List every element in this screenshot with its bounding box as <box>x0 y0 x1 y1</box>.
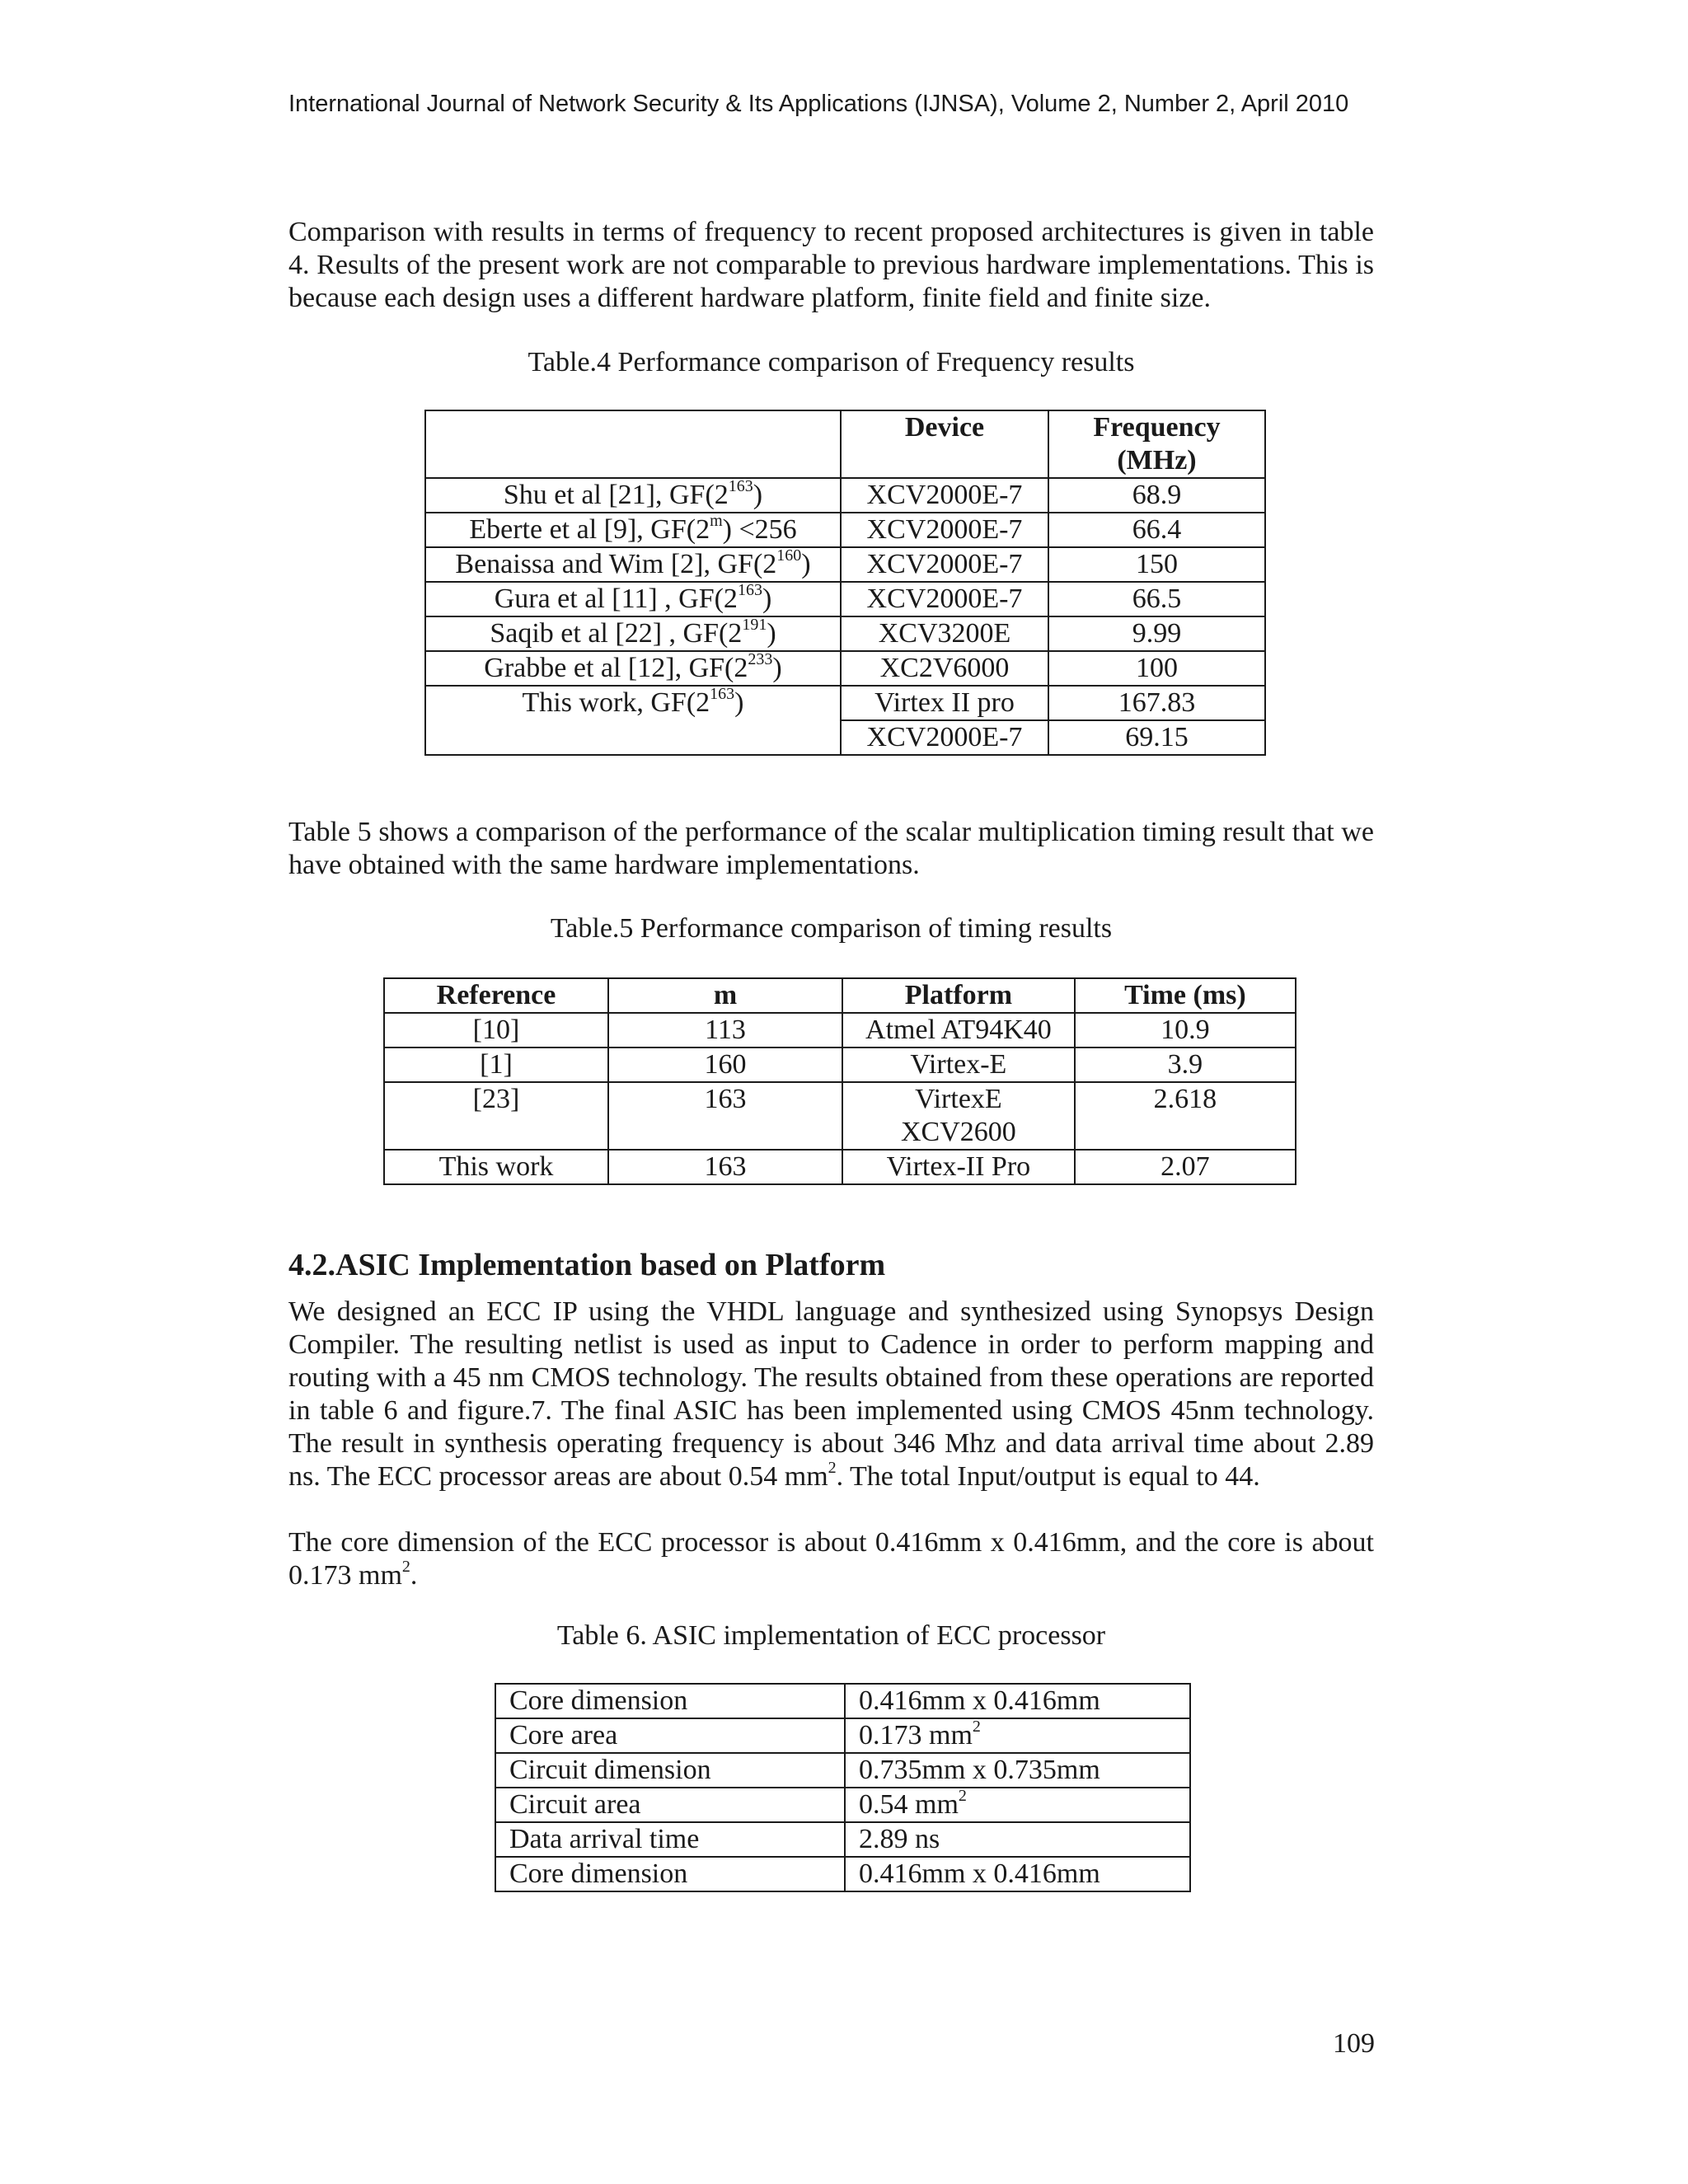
frequency-cell: 66.5 <box>1048 582 1265 616</box>
table5-timing-comparison <box>383 977 1296 1185</box>
reference-cell: This work, $GF(2^{163})$ <box>425 686 841 755</box>
table-header-cell: Platform <box>842 978 1075 1013</box>
frequency-cell: 69.15 <box>1048 720 1265 755</box>
frequency-cell: 68.9 <box>1048 478 1265 513</box>
table-header-cell: Reference <box>384 978 608 1013</box>
m-cell: 160 <box>608 1047 842 1082</box>
table-header-row <box>425 410 1265 478</box>
table5-caption: Table.5 Performance comparison of timing results <box>550 913 1113 944</box>
value-cell: 0.735mm x 0.735mm <box>845 1753 1190 1788</box>
table-row <box>495 1822 1190 1857</box>
device-cell: XCV2000E-7 <box>841 720 1048 755</box>
m-cell: 163 <box>608 1082 842 1150</box>
time-cell: 3.9 <box>1075 1047 1296 1082</box>
table-header-cell <box>425 410 841 478</box>
parameter-cell: Circuit area <box>495 1788 845 1822</box>
table-header-cell: Device <box>841 410 1048 478</box>
value-cell: 0.416mm x 0.416mm <box>845 1684 1190 1718</box>
platform-cell: Virtex-E <box>842 1047 1075 1082</box>
platform-cell: Atmel AT94K40 <box>842 1013 1075 1047</box>
parameter-cell: Core area <box>495 1718 845 1753</box>
reference-cell: [10] <box>384 1013 608 1047</box>
reference-cell: Gura et al [11] , $GF(2^{163})$ <box>425 582 841 616</box>
time-cell: 2.618 <box>1075 1082 1296 1150</box>
frequency-cell: 150 <box>1048 547 1265 582</box>
parameter-cell: Core dimension <box>495 1684 845 1718</box>
reference-cell: Eberte et al [9], $GF(2^m) <256$ <box>425 513 841 547</box>
asic-paragraph: We designed an ECC IP using the VHDL language and synthesized using Synopsys Design Compiler. The resulting netlist is used as input to Cadence in order to perform mapping and routing with a 45 nm CMOS technology. The results obtained from these operations are reported in table 6 and figure.7. The final ASIC has been implemented using CMOS 45nm technology. The result in synthesis operating frequency is about 346 Mhz and data arrival time about 2.89 ns. The ECC processor areas are about 0.54 $mm^2$. The total Input/output is equal to 44. <box>288 1296 1374 1492</box>
table-row <box>425 651 1265 686</box>
table-row <box>425 513 1265 547</box>
table-header-cell: Time (ms) <box>1075 978 1296 1013</box>
table-row <box>425 478 1265 513</box>
value-cell: 0.416mm x 0.416mm <box>845 1857 1190 1891</box>
table-row <box>425 616 1265 651</box>
frequency-cell: 9.99 <box>1048 616 1265 651</box>
table-row <box>495 1684 1190 1718</box>
table-row <box>495 1718 1190 1753</box>
value-cell: 0.54 $mm^2$ <box>845 1788 1190 1822</box>
table-row <box>384 1082 1296 1150</box>
table-row <box>495 1753 1190 1788</box>
reference-cell: [1] <box>384 1047 608 1082</box>
table-row <box>384 1047 1296 1082</box>
reference-cell: This work <box>384 1150 608 1184</box>
time-cell: 10.9 <box>1075 1013 1296 1047</box>
table6-caption: Table 6. ASIC implementation of ECC processor <box>556 1620 1106 1651</box>
section-heading: 4.2.ASIC Implementation based on Platform <box>288 1248 886 1282</box>
parameter-cell: Circuit dimension <box>495 1753 845 1788</box>
reference-cell: Benaissa and Wim [2], $GF(2^{160})$ <box>425 547 841 582</box>
device-cell: XCV2000E-7 <box>841 513 1048 547</box>
device-cell: XC2V6000 <box>841 651 1048 686</box>
device-cell: Virtex II pro <box>841 686 1048 720</box>
frequency-cell: 66.4 <box>1048 513 1265 547</box>
value-cell: 2.89 ns <box>845 1822 1190 1857</box>
table5-paragraph: Table 5 shows a comparison of the performance of the scalar multiplication timing result that we have obtained with the same hardware implementations. <box>288 817 1374 880</box>
table-row <box>425 582 1265 616</box>
table-row <box>495 1857 1190 1891</box>
table-header-cell: m <box>608 978 842 1013</box>
running-header: International Journal of Network Security & Its Applications (IJNSA), Volume 2, Number 2, April 2010 <box>288 91 1349 117</box>
table4-caption: Table.4 Performance comparison of Frequency results <box>528 347 1135 377</box>
table4-frequency-comparison <box>424 410 1266 756</box>
table-row <box>495 1788 1190 1822</box>
reference-cell: Saqib et al [22] , $GF(2^{191})$ <box>425 616 841 651</box>
frequency-cell: 100 <box>1048 651 1265 686</box>
reference-cell: Grabbe et al [12], $GF(2^{233})$ <box>425 651 841 686</box>
reference-cell: Shu et al [21], $GF(2^{163})$ <box>425 478 841 513</box>
reference-cell: [23] <box>384 1082 608 1150</box>
table-row <box>425 686 1265 720</box>
page-number: 109 <box>1333 2028 1375 2059</box>
intro-paragraph: Comparison with results in terms of frequency to recent proposed architectures is given in table 4. Results of the present work are not comparable to previous hardware implementations. This is because each design uses a different hardware platform, finite field and finite size. <box>288 217 1374 313</box>
table-header-row <box>384 978 1296 1013</box>
value-cell: 0.173 $mm^2$ <box>845 1718 1190 1753</box>
frequency-cell: 167.83 <box>1048 686 1265 720</box>
device-cell: XCV2000E-7 <box>841 547 1048 582</box>
platform-cell: Virtex-II Pro <box>842 1150 1075 1184</box>
table-row <box>425 547 1265 582</box>
parameter-cell: Core dimension <box>495 1857 845 1891</box>
device-cell: XCV3200E <box>841 616 1048 651</box>
m-cell: 163 <box>608 1150 842 1184</box>
parameter-cell: Data arrival time <box>495 1822 845 1857</box>
asic-core-paragraph: The core dimension of the ECC processor is about 0.416mm x 0.416mm, and the core is about 0.173 $mm^2$. <box>288 1527 1374 1591</box>
table6-asic-implementation <box>495 1683 1191 1892</box>
table-row <box>384 1013 1296 1047</box>
m-cell: 113 <box>608 1013 842 1047</box>
table-row <box>384 1150 1296 1184</box>
device-cell: XCV2000E-7 <box>841 582 1048 616</box>
platform-cell: VirtexE XCV2600 <box>842 1082 1075 1150</box>
device-cell: XCV2000E-7 <box>841 478 1048 513</box>
table-header-cell: Frequency (MHz) <box>1048 410 1265 478</box>
time-cell: 2.07 <box>1075 1150 1296 1184</box>
